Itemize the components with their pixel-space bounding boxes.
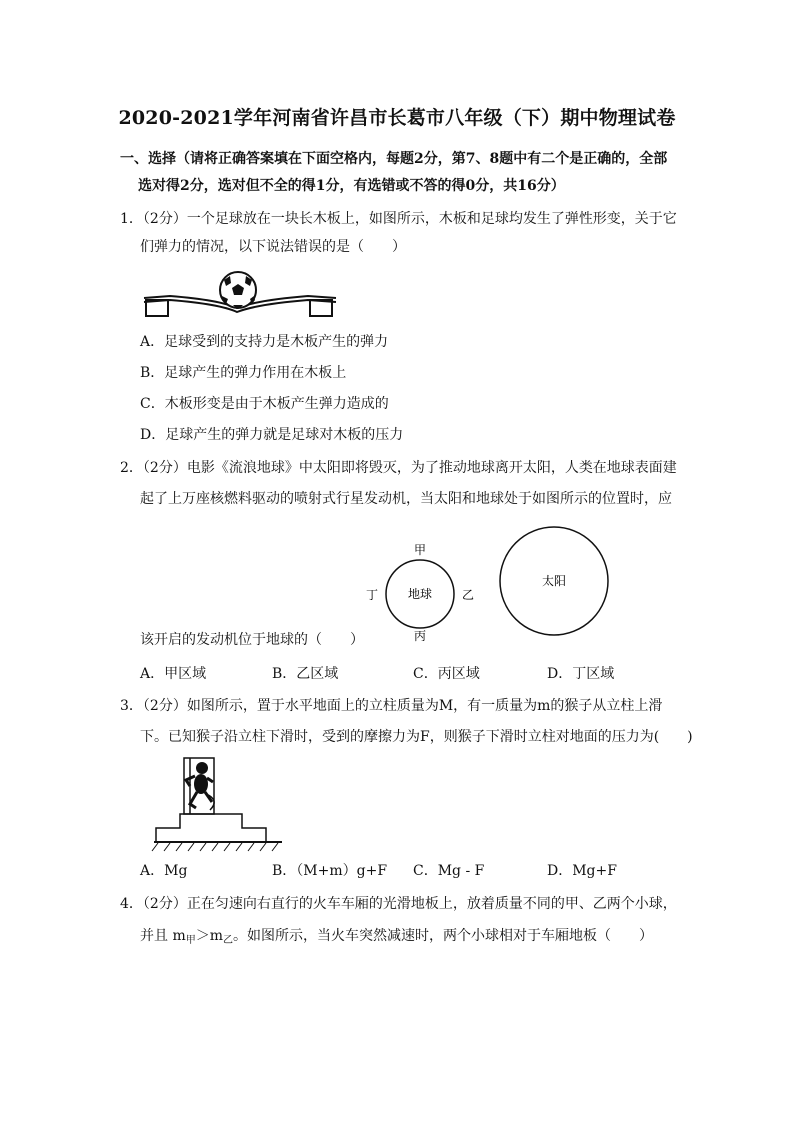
q2-stem-line-1: 2．（2分）电影《流浪地球》中太阳即将毁灭，为了推动地球离开太阳，人类在地球表面建 — [120, 460, 677, 476]
region-right-label: 乙 — [461, 588, 475, 602]
sun-label: 太阳 — [541, 574, 567, 588]
q1-option-d: D．足球产生的弹力就是足球对木板的压力 — [140, 427, 404, 443]
q2-option-d: D．丁区域 — [547, 666, 615, 682]
q3-option-b: B．（M+m）g+F — [272, 863, 388, 879]
q1-stem-line-1: 1．（2分）一个足球放在一块长木板上，如图所示，木板和足球均发生了弹性形变，关于它 — [120, 211, 677, 227]
page-title: 2020-2021学年河南省许昌市长葛市八年级（下）期中物理试卷 — [118, 107, 676, 129]
q2-option-a: A．甲区域 — [140, 666, 207, 682]
mass-subscript-jia: 甲 — [185, 935, 196, 946]
q3-figure-monkey-on-pillar — [140, 752, 290, 854]
q2-option-c: C．丙区域 — [413, 666, 480, 682]
q2-stem-line-3: 该开启的发动机位于地球的（ ） — [140, 632, 364, 648]
q3-option-d: D．Mg+F — [547, 863, 617, 879]
q4-stem-line-2 — [140, 927, 653, 947]
region-top-label: 甲 — [413, 543, 427, 557]
section-heading-line-1: 一、选择（请将正确答案填在下面空格内，每题2分，第7、8题中有二个是正确的，全部 — [120, 151, 668, 167]
q4-line2-part-a: 并且 m — [140, 928, 186, 944]
q3-stem-line-1: 3．（2分）如图所示，置于水平地面上的立柱质量为M，有一质量为m的猴子从立柱上滑 — [120, 698, 663, 714]
earth-label: 地球 — [407, 587, 433, 601]
q1-stem-line-2: 们弹力的情况，以下说法错误的是（ ） — [140, 239, 406, 255]
q2-figure-earth-and-sun — [360, 524, 620, 648]
q1-option-c: C．木板形变是由于木板产生弹力造成的 — [140, 396, 389, 412]
q4-line2-part-b: ＞m — [195, 928, 224, 944]
q4-stem-line-1: 4．（2分）正在匀速向右直行的火车车厢的光滑地板上，放着质量不同的甲、乙两个小球， — [120, 896, 677, 912]
q2-option-b: B．乙区域 — [272, 666, 339, 682]
section-heading-line-2: 选对得2分，选对但不全的得1分，有选错或不答的得0分，共16分） — [138, 178, 565, 194]
q3-option-c: C．Mg - F — [413, 863, 485, 879]
q4-line2-part-c: 。如图所示，当火车突然减速时，两个小球相对于车厢地板（ ） — [233, 928, 654, 944]
mass-subscript-yi: 乙 — [223, 935, 234, 946]
region-bottom-label: 丙 — [413, 629, 427, 643]
q1-option-b: B．足球产生的弹力作用在木板上 — [140, 365, 347, 381]
q3-stem-line-2: 下。已知猴子沿立柱下滑时，受到的摩擦力为F，则猴子下滑时立柱对地面的压力为( ) — [140, 729, 693, 745]
q3-option-a: A．Mg — [140, 863, 188, 879]
q1-option-a: A．足球受到的支持力是木板产生的弹力 — [140, 334, 389, 350]
q2-stem-line-2: 起了上万座核燃料驱动的喷射式行星发动机，当太阳和地球处于如图所示的位置时，应 — [140, 491, 672, 507]
region-left-label: 丁 — [365, 588, 379, 602]
q1-figure-football-on-board — [140, 266, 340, 322]
